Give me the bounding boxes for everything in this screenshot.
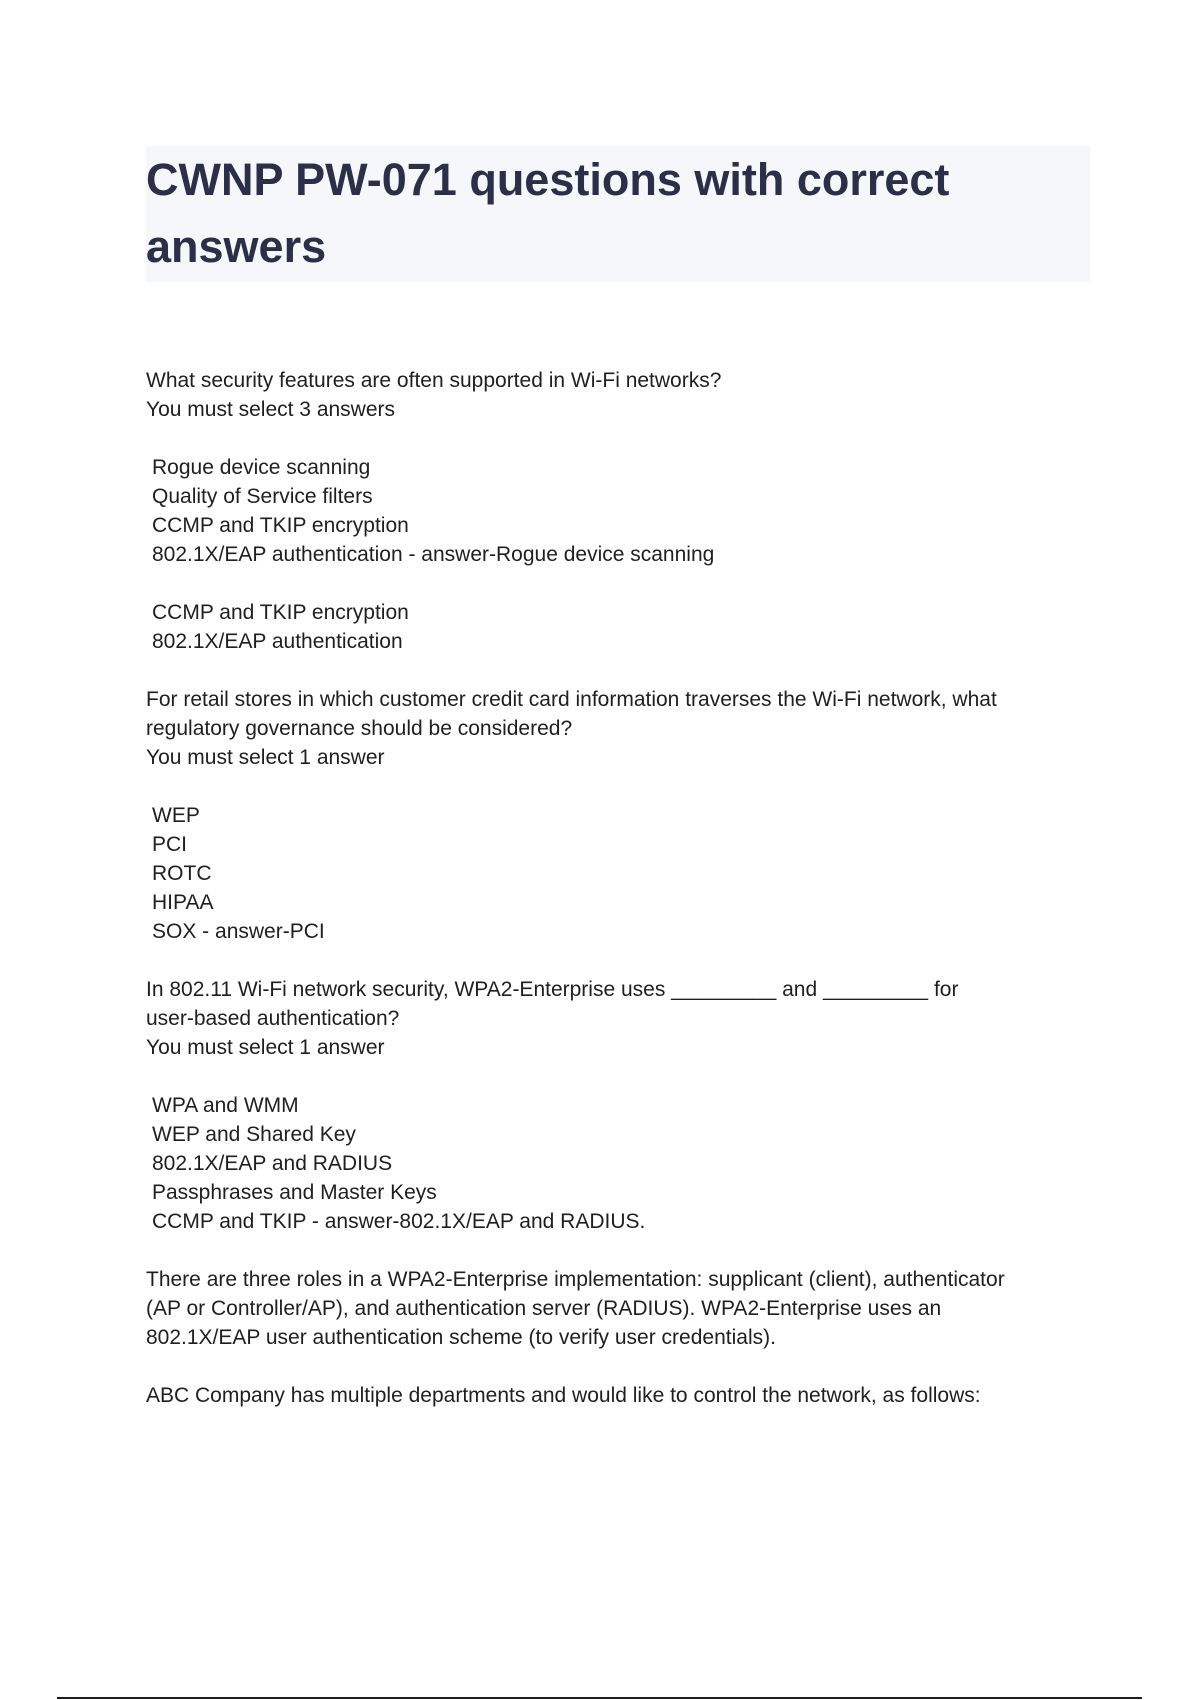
explanation-block	[146, 1265, 1086, 1381]
answer-option: Quality of Service filters	[152, 485, 373, 508]
page-title	[146, 146, 1090, 280]
title-banner	[146, 146, 1090, 282]
question-block-2	[146, 685, 1086, 975]
answer-option: CCMP and TKIP encryption	[152, 514, 409, 537]
question-text: For retail stores in which customer credit card information traverses the Wi-Fi network, what	[146, 688, 997, 711]
question-text: In 802.11 Wi-Fi network security, WPA2-Enterprise uses _________ and _________ for	[146, 978, 959, 1001]
question-block-1	[146, 366, 1086, 685]
correct-answer: CCMP and TKIP encryption	[152, 601, 409, 624]
answer-option: Passphrases and Master Keys	[152, 1181, 437, 1204]
answer-option: WEP and Shared Key	[152, 1123, 356, 1146]
answer-option: PCI	[152, 833, 188, 856]
correct-answer: 802.1X/EAP authentication	[152, 630, 403, 653]
answer-option: 802.1X/EAP and RADIUS	[152, 1152, 393, 1175]
question-instruction: You must select 3 answers	[146, 398, 396, 421]
answer-option: SOX - answer-PCI	[152, 920, 325, 943]
answer-option: WEP	[152, 804, 200, 827]
question-instruction: You must select 1 answer	[146, 1036, 385, 1059]
title-line-2: answers	[146, 221, 327, 272]
footer-divider	[57, 1697, 1142, 1699]
question-text: user-based authentication?	[146, 1007, 400, 1030]
question-text: ABC Company has multiple departments and would like to control the network, as follows:	[146, 1384, 981, 1407]
question-block-3	[146, 975, 1086, 1265]
explanation-text: 802.1X/EAP user authentication scheme (to verify user credentials).	[146, 1326, 776, 1349]
answer-option: CCMP and TKIP - answer-802.1X/EAP and RADIUS.	[152, 1210, 646, 1233]
question-text: What security features are often supported in Wi-Fi networks?	[146, 369, 722, 392]
question-text: regulatory governance should be considered?	[146, 717, 573, 740]
explanation-text: (AP or Controller/AP), and authentication server (RADIUS). WPA2-Enterprise uses an	[146, 1297, 942, 1320]
answer-option: ROTC	[152, 862, 212, 885]
answer-option: Rogue device scanning	[152, 456, 371, 479]
document-body	[146, 366, 1086, 1410]
explanation-text: There are three roles in a WPA2-Enterprise implementation: supplicant (client), authenticator	[146, 1268, 1005, 1291]
answer-option: HIPAA	[152, 891, 214, 914]
question-block-4	[146, 1381, 1086, 1410]
answer-option: WPA and WMM	[152, 1094, 299, 1117]
question-instruction: You must select 1 answer	[146, 746, 385, 769]
title-line-1: CWNP PW-071 questions with correct	[146, 154, 950, 205]
answer-option: 802.1X/EAP authentication - answer-Rogue device scanning	[152, 543, 715, 566]
